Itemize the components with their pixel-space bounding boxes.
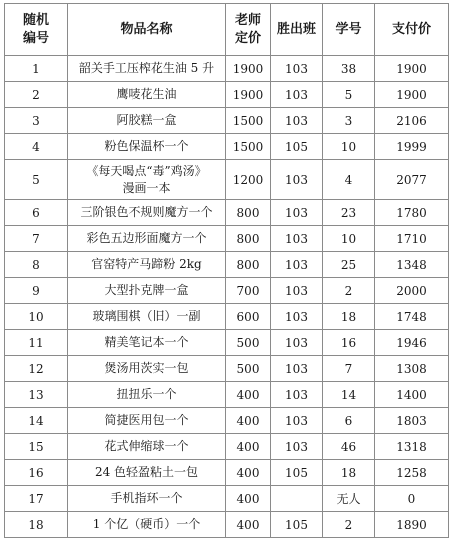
cell-winning-class: 103	[271, 408, 323, 434]
cell-student-no: 23	[323, 200, 375, 226]
item-name-line: 煲汤用茨实一包	[104, 361, 189, 375]
cell-winning-class: 103	[271, 108, 323, 134]
cell-winning-class: 103	[271, 200, 323, 226]
cell-random-id: 5	[5, 160, 68, 200]
cell-winning-class: 103	[271, 82, 323, 108]
cell-teacher-price: 800	[226, 200, 271, 226]
cell-paid-price: 1710	[375, 226, 449, 252]
table-row	[5, 408, 449, 434]
cell-winning-class: 103	[271, 160, 323, 200]
item-name-line: 手机指环一个	[110, 491, 183, 505]
cell-teacher-price: 400	[226, 486, 271, 512]
cell-winning-class: 103	[271, 382, 323, 408]
cell-item-name	[68, 408, 226, 434]
cell-random-id: 16	[5, 460, 68, 486]
cell-teacher-price: 600	[226, 304, 271, 330]
table-row	[5, 304, 449, 330]
table-row	[5, 226, 449, 252]
cell-student-no: 38	[323, 56, 375, 82]
table-row	[5, 356, 449, 382]
cell-random-id: 9	[5, 278, 68, 304]
cell-student-no: 4	[323, 160, 375, 200]
cell-random-id: 4	[5, 134, 68, 160]
cell-winning-class: 103	[271, 434, 323, 460]
header-random-id-line2: 编号	[22, 30, 49, 46]
cell-item-name	[68, 82, 226, 108]
cell-random-id: 11	[5, 330, 68, 356]
cell-paid-price: 1900	[375, 82, 449, 108]
cell-paid-price: 1318	[375, 434, 449, 460]
cell-random-id: 17	[5, 486, 68, 512]
item-name-line: 精美笔记本一个	[104, 335, 189, 349]
table-row	[5, 82, 449, 108]
item-name-line: 《每天喝点“毒”鸡汤》	[86, 163, 207, 178]
cell-random-id: 2	[5, 82, 68, 108]
item-name-line: 简捷医用包一个	[104, 413, 189, 427]
cell-student-no: 46	[323, 434, 375, 460]
cell-item-name	[68, 226, 226, 252]
cell-student-no: 25	[323, 252, 375, 278]
cell-student-no: 14	[323, 382, 375, 408]
header-row	[5, 4, 449, 56]
item-name-line: 玻璃围棋（旧）一副	[92, 309, 201, 323]
cell-teacher-price: 500	[226, 356, 271, 382]
cell-item-name	[68, 330, 226, 356]
table-row	[5, 512, 449, 538]
cell-random-id: 18	[5, 512, 68, 538]
cell-teacher-price: 1200	[226, 160, 271, 200]
cell-teacher-price: 700	[226, 278, 271, 304]
cell-random-id: 15	[5, 434, 68, 460]
cell-teacher-price: 400	[226, 382, 271, 408]
cell-student-no: 2	[323, 278, 375, 304]
cell-paid-price: 2106	[375, 108, 449, 134]
cell-random-id: 3	[5, 108, 68, 134]
cell-teacher-price: 800	[226, 252, 271, 278]
cell-paid-price: 1748	[375, 304, 449, 330]
item-name-line: 24 色轻盈粘土一包	[94, 465, 199, 479]
cell-item-name	[68, 356, 226, 382]
cell-teacher-price: 1900	[226, 56, 271, 82]
cell-item-name	[68, 200, 226, 226]
cell-teacher-price: 400	[226, 460, 271, 486]
cell-random-id: 1	[5, 56, 68, 82]
cell-random-id: 12	[5, 356, 68, 382]
item-name-line: 官窑特产马蹄粉 2kg	[91, 257, 202, 271]
cell-item-name	[68, 460, 226, 486]
cell-item-name	[68, 304, 226, 330]
cell-student-no: 18	[323, 304, 375, 330]
cell-random-id: 7	[5, 226, 68, 252]
item-name-line: 大型扑克牌一盒	[104, 283, 189, 297]
cell-student-no: 10	[323, 226, 375, 252]
cell-student-no: 18	[323, 460, 375, 486]
cell-paid-price: 1890	[375, 512, 449, 538]
cell-paid-price: 1400	[375, 382, 449, 408]
header-paid-price: 支付价	[375, 4, 449, 56]
cell-teacher-price: 1500	[226, 134, 271, 160]
header-random-id-line1: 随机	[22, 12, 49, 28]
item-name-line: 韶关手工压榨花生油 5 升	[78, 61, 215, 75]
cell-paid-price: 1999	[375, 134, 449, 160]
cell-teacher-price: 1500	[226, 108, 271, 134]
cell-item-name	[68, 134, 226, 160]
header-winning-class: 胜出班	[271, 4, 323, 56]
cell-winning-class: 103	[271, 56, 323, 82]
item-name-line: 花式伸缩球一个	[104, 439, 189, 453]
header-student-no: 学号	[323, 4, 375, 56]
cell-student-no: 2	[323, 512, 375, 538]
cell-teacher-price: 800	[226, 226, 271, 252]
item-name-line: 三阶银色不规则魔方一个	[80, 205, 213, 219]
table-row	[5, 486, 449, 512]
cell-student-no: 3	[323, 108, 375, 134]
item-name-line: 粉色保温杯一个	[104, 139, 189, 153]
cell-paid-price: 1946	[375, 330, 449, 356]
cell-paid-price: 1780	[375, 200, 449, 226]
cell-teacher-price: 500	[226, 330, 271, 356]
table-row	[5, 200, 449, 226]
cell-student-no: 16	[323, 330, 375, 356]
cell-item-name	[68, 278, 226, 304]
item-name-line: 漫画一本	[122, 180, 171, 195]
cell-paid-price: 1308	[375, 356, 449, 382]
item-name-line: 1 个亿（硬币）一个	[92, 517, 201, 531]
cell-winning-class: 103	[271, 252, 323, 278]
cell-winning-class: 103	[271, 330, 323, 356]
item-name-line: 扭扭乐一个	[116, 387, 177, 401]
table-row	[5, 134, 449, 160]
cell-item-name	[68, 108, 226, 134]
cell-winning-class: 103	[271, 226, 323, 252]
table-row	[5, 278, 449, 304]
table-row	[5, 252, 449, 278]
cell-paid-price: 1900	[375, 56, 449, 82]
cell-item-name	[68, 252, 226, 278]
item-name-line: 阿胶糕一盒	[116, 113, 177, 127]
cell-item-name	[68, 56, 226, 82]
cell-winning-class: 103	[271, 356, 323, 382]
header-random-id	[5, 4, 68, 56]
cell-teacher-price: 400	[226, 512, 271, 538]
cell-paid-price: 2000	[375, 278, 449, 304]
cell-item-name	[68, 486, 226, 512]
cell-teacher-price: 400	[226, 408, 271, 434]
table-body	[5, 56, 449, 538]
cell-student-no: 7	[323, 356, 375, 382]
cell-item-name	[68, 434, 226, 460]
cell-student-no: 5	[323, 82, 375, 108]
auction-table	[4, 3, 449, 538]
cell-random-id: 6	[5, 200, 68, 226]
cell-paid-price: 2077	[375, 160, 449, 200]
cell-random-id: 10	[5, 304, 68, 330]
cell-item-name	[68, 512, 226, 538]
header-teacher-price-line1: 老师	[234, 12, 261, 28]
table-row	[5, 330, 449, 356]
cell-random-id: 14	[5, 408, 68, 434]
cell-paid-price: 0	[375, 486, 449, 512]
cell-winning-class	[271, 486, 323, 512]
cell-winning-class: 103	[271, 278, 323, 304]
table-row	[5, 434, 449, 460]
cell-random-id: 8	[5, 252, 68, 278]
table-row	[5, 56, 449, 82]
cell-student-no: 6	[323, 408, 375, 434]
header-item-name: 物品名称	[68, 4, 226, 56]
cell-item-name	[68, 160, 226, 200]
cell-winning-class: 105	[271, 460, 323, 486]
cell-paid-price: 1803	[375, 408, 449, 434]
cell-winning-class: 105	[271, 512, 323, 538]
item-name-line: 彩色五边形面魔方一个	[86, 231, 207, 245]
cell-winning-class: 105	[271, 134, 323, 160]
cell-teacher-price: 400	[226, 434, 271, 460]
header-teacher-price	[226, 4, 271, 56]
cell-winning-class: 103	[271, 304, 323, 330]
cell-teacher-price: 1900	[226, 82, 271, 108]
cell-random-id: 13	[5, 382, 68, 408]
cell-paid-price: 1348	[375, 252, 449, 278]
cell-student-no: 10	[323, 134, 375, 160]
cell-paid-price: 1258	[375, 460, 449, 486]
table-row	[5, 460, 449, 486]
table-row	[5, 382, 449, 408]
table-row	[5, 160, 449, 200]
cell-item-name	[68, 382, 226, 408]
cell-student-no: 无人	[323, 486, 375, 512]
header-teacher-price-line2: 定价	[234, 30, 261, 46]
item-name-line: 鹰唛花生油	[116, 87, 177, 101]
table-row	[5, 108, 449, 134]
